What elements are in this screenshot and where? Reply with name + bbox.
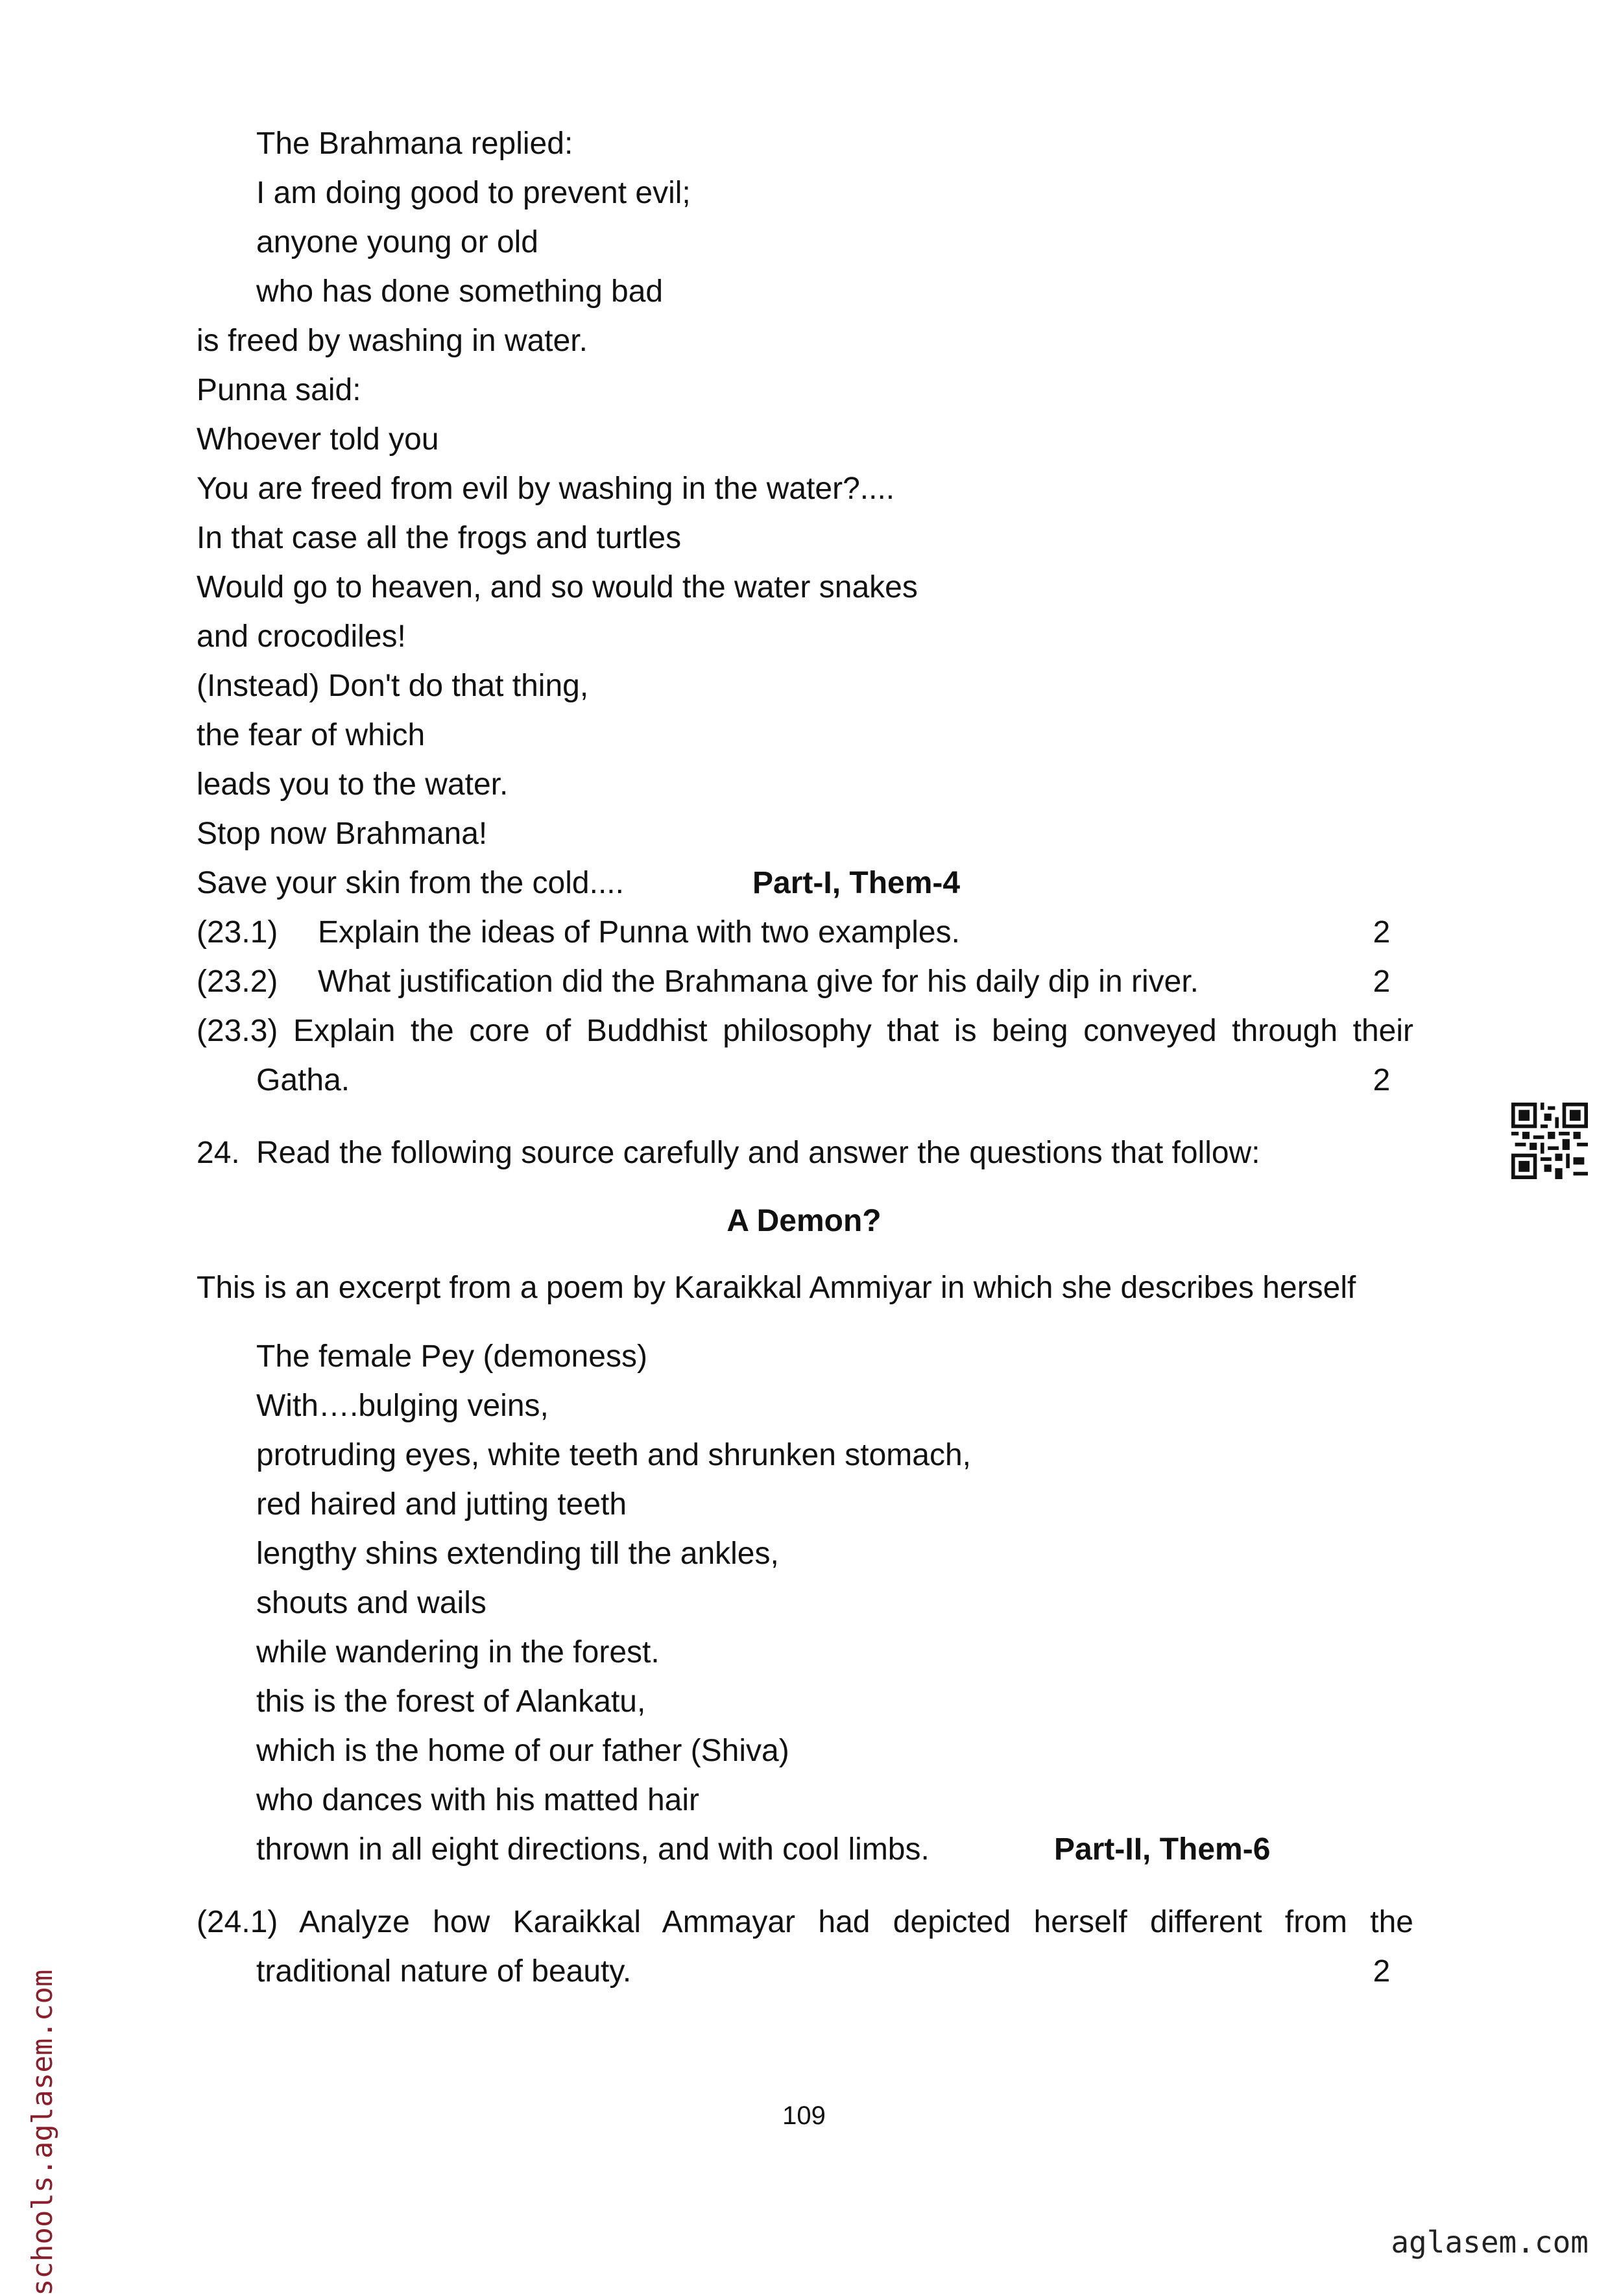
poem2-line: this is the forest of Alankatu,: [256, 1684, 646, 1719]
poem2-line: protruding eyes, white teeth and shrunken stomach,: [256, 1438, 971, 1472]
question-text: Gatha.: [256, 1063, 350, 1097]
poem2-line: who dances with his matted hair: [256, 1783, 700, 1817]
question-marks: 2: [1373, 964, 1391, 999]
source-title: A Demon?: [726, 1204, 882, 1238]
poem1-line: In that case all the frogs and turtles: [197, 521, 682, 555]
poem2-line: shouts and wails: [256, 1586, 486, 1620]
source-reference: Part-II, Them-6: [1054, 1832, 1271, 1867]
question-instruction: Read the following source carefully and answer the questions that follow:: [256, 1136, 1260, 1170]
footer-site-link[interactable]: aglasem.com: [1391, 2225, 1589, 2260]
question-text: Explain the ideas of Punna with two examples.: [318, 915, 960, 950]
question-number: 24.: [197, 1136, 240, 1170]
poem1-line: leads you to the water.: [197, 767, 509, 802]
poem1-line: Punna said:: [197, 373, 361, 407]
poem1-line: You are freed from evil by washing in the water?....: [197, 472, 895, 506]
poem2-line: With….bulging veins,: [256, 1389, 549, 1423]
poem1-line: (Instead) Don't do that thing,: [197, 669, 589, 703]
question-text: (23.3) Explain the core of Buddhist philosophy that is being conveyed through their: [197, 1014, 1413, 1048]
poem2-line: lengthy shins extending till the ankles,: [256, 1537, 779, 1571]
poem1-line: The Brahmana replied:: [256, 126, 573, 161]
poem2-line: red haired and jutting teeth: [256, 1487, 627, 1522]
poem2-line: thrown in all eight directions, and with cool limbs.: [256, 1832, 930, 1867]
question-text: traditional nature of beauty.: [256, 1954, 632, 1989]
question-marks: 2: [1373, 1954, 1391, 1989]
question-text: (24.1) Analyze how Karaikkal Ammayar had depicted herself different from the: [197, 1905, 1413, 1939]
poem1-line: Save your skin from the cold....: [197, 866, 624, 900]
poem1-line: and crocodiles!: [197, 619, 406, 654]
page-number: 109: [782, 2101, 826, 2130]
poem1-line: the fear of which: [197, 718, 426, 752]
qr-code-icon: [1511, 1103, 1588, 1179]
poem1-line: who has done something bad: [256, 274, 664, 309]
poem2-line: which is the home of our father (Shiva): [256, 1734, 789, 1768]
question-label: (23.1): [197, 915, 278, 950]
poem1-line: Stop now Brahmana!: [197, 817, 488, 851]
question-marks: 2: [1373, 1063, 1391, 1097]
question-marks: 2: [1373, 915, 1391, 950]
poem1-line: Would go to heaven, and so would the water snakes: [197, 570, 918, 604]
poem1-line: Whoever told you: [197, 422, 439, 457]
source-intro: This is an excerpt from a poem by Karaikkal Ammiyar in which she describes herself: [197, 1271, 1356, 1305]
source-reference: Part-I, Them-4: [752, 866, 961, 900]
question-text: What justification did the Brahmana give for his daily dip in river.: [318, 964, 1199, 999]
poem2-line: The female Pey (demoness): [256, 1339, 647, 1374]
poem1-line: anyone young or old: [256, 225, 538, 259]
question-label: (23.2): [197, 964, 278, 999]
poem2-line: while wandering in the forest.: [256, 1635, 660, 1669]
poem1-line: is freed by washing in water.: [197, 324, 588, 358]
poem1-line: I am doing good to prevent evil;: [256, 176, 691, 210]
side-watermark: schools.aglasem.com: [26, 1969, 59, 2296]
